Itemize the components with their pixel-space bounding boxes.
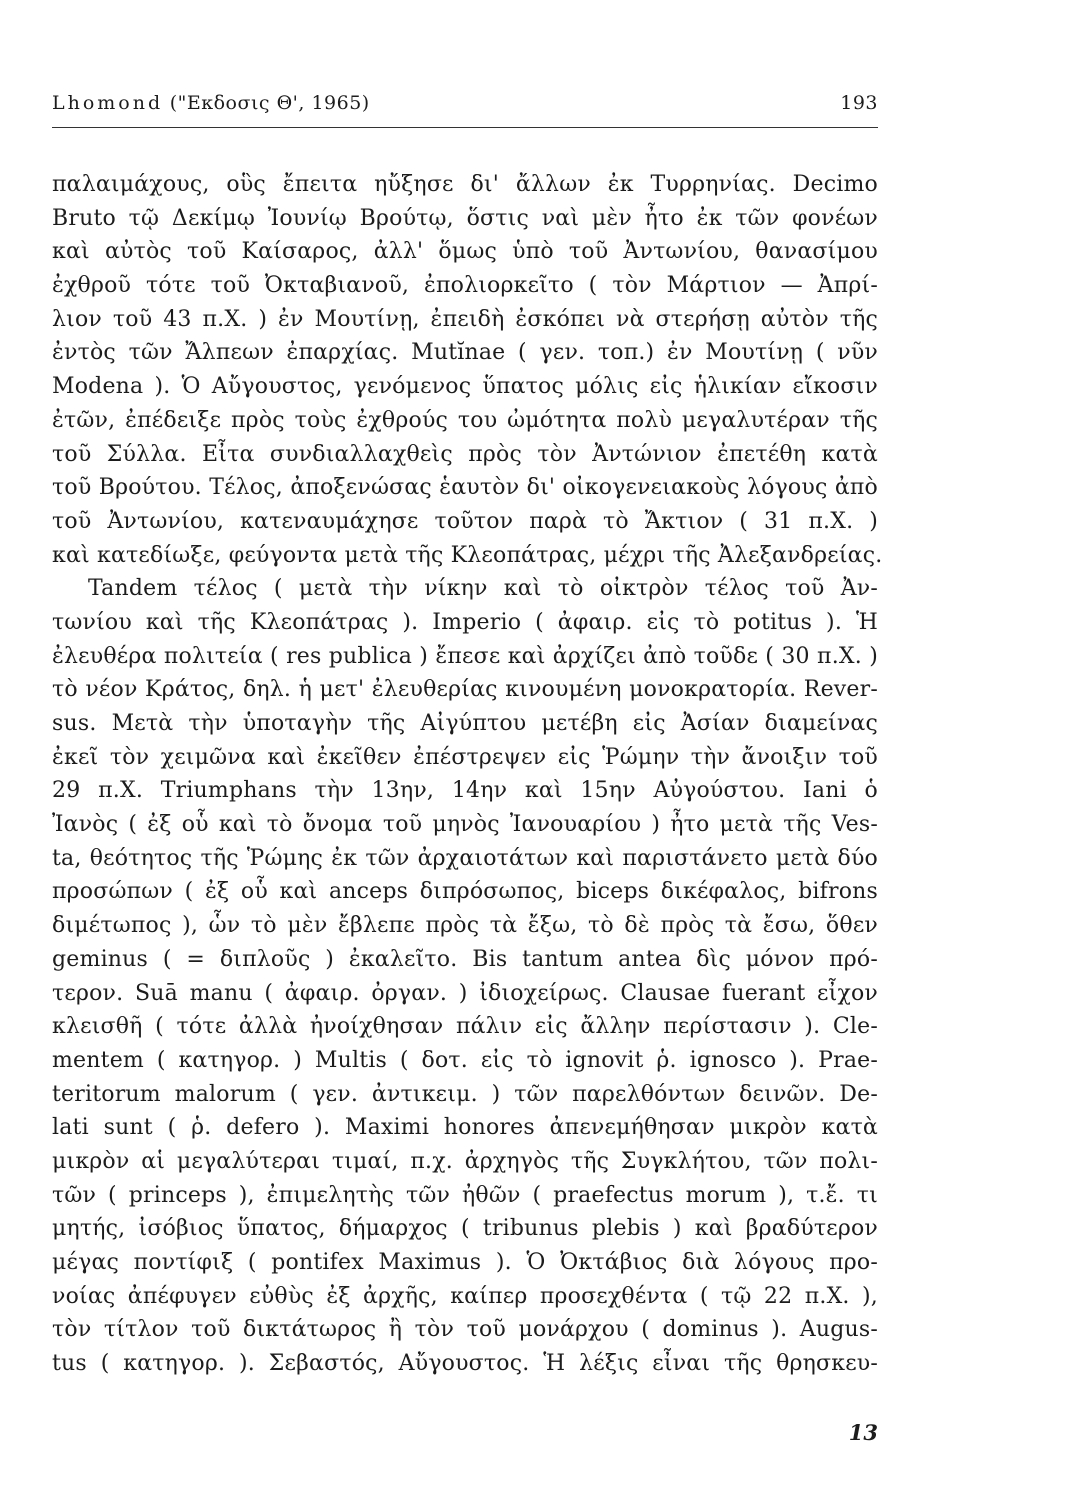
text-line: ta, θεότητος τῆς Ῥώμης ἐκ τῶν ἀρχαιοτάτων καὶ παριστάνετο μετὰ δύο [52,845,878,871]
text-line: 29 π.Χ. Triumphans τὴν 13ην, 14ην καὶ 15ην Αὐγούστου. Iani ὁ [52,778,878,804]
text-line: διμέτωπος ), ὧν τὸ μὲν ἔβλεπε πρὸς τὰ ἔξω, τὸ δὲ πρὸς τὰ ἔσω, ὅθεν [52,913,878,939]
text-line: τωνίου καὶ τῆς Κλεοπάτρας ). Imperio ( ἀφαιρ. εἰς τὸ potitus ). Ἡ [52,609,878,635]
text-line: μητής, ἰσόβιος ὕπατος, δήμαρχος ( tribunus plebis ) καὶ βραδύτερον [52,1216,878,1242]
text-line: sus. Μετὰ τὴν ὑποταγὴν τῆς Αἰγύπτου μετέβη εἰς Ἀσίαν διαμείνας [52,711,878,736]
text-line: ἐκεῖ τὸν χειμῶνα καὶ ἐκεῖθεν ἐπέστρεψεν εἰς Ῥώμην τὴν ἄνοιξιν τοῦ [52,744,878,770]
text-line: ἐχθροῦ τότε τοῦ Ὀκταβιανοῦ, ἐπολιορκεῖτο ( τὸν Μάρτιον — Ἀπρί- [52,273,878,299]
text-line: τερον. Suā manu ( ἀφαιρ. ὀργαν. ) ἰδιοχείρως. Clausae fuerant εἶχον [52,980,878,1006]
header-rule [52,127,878,128]
text-line: νοίας ἀπέφυγεν εὐθὺς ἐξ ἀρχῆς, καίπερ προσεχθέντα ( τῷ 22 π.Χ. ), [52,1283,878,1309]
text-line: παλαιμάχους, οὓς ἔπειτα ηὔξησε δι' ἄλλων ἐκ Τυρρηνίας. Decimo [52,172,878,197]
text-line: τῶν ( princeps ), ἐπιμελητὴς τῶν ἠθῶν ( praefectus morum ), τ.ἔ. τι [52,1182,878,1208]
text-line: τοῦ Ἀντωνίου, κατεναυμάχησε τοῦτον παρὰ τὸ Ἄκτιον ( 31 π.Χ. ) [52,508,878,534]
running-head-author: Lhomond [52,92,164,114]
text-line: τὸ νέον Κράτος, δηλ. ἡ μετ' ἐλευθερίας κινουμένη μονοκρατορία. Rever- [52,677,878,703]
book-page [52,0,883,1500]
text-line: teritorum malorum ( γεν. ἀντικειμ. ) τῶν παρελθόντων δεινῶν. De- [52,1081,878,1107]
text-line: τοῦ Σύλλα. Εἶτα συνδιαλλαχθεὶς πρὸς τὸν Ἀντώνιον ἐπετέθη κατὰ [52,441,878,467]
page-number: 193 [840,92,878,114]
text-line: τοῦ Βρούτου. Τέλος, ἀποξενώσας ἑαυτὸν δι' οἰκογενειακοὺς λόγους ἀπὸ [52,475,878,501]
text-line: geminus ( = διπλοῦς ) ἐκαλεῖτο. Bis tantum antea δὶς μόνον πρό- [52,946,878,972]
text-line: μικρὸν αἱ μεγαλύτεραι τιμαί, π.χ. ἀρχηγὸς τῆς Συγκλήτου, τῶν πολι- [52,1148,878,1174]
text-line: mentem ( κατηγορ. ) Multis ( δοτ. εἰς τὸ ignovit ῥ. ignosco ). Prae- [52,1047,878,1073]
text-line: κλεισθῆ ( τότε ἀλλὰ ἠνοίχθησαν πάλιν εἰς ἄλλην περίστασιν ). Cle- [52,1014,878,1040]
text-line: προσώπων ( ἐξ οὗ καὶ anceps διπρόσωπος, biceps δικέφαλος, bifrons [52,879,878,905]
text-line: lati sunt ( ῥ. defero ). Maximi honores ἀπενεμήθησαν μικρὸν κατὰ [52,1115,878,1141]
text-line: καὶ αὐτὸς τοῦ Καίσαρος, ἀλλ' ὅμως ὑπὸ τοῦ Ἀντωνίου, θανασίμου [52,239,878,265]
running-head-edition: ("Εκδοσις Θ', 1965) [169,92,370,114]
text-line: Ἰανὸς ( ἐξ οὗ καὶ τὸ ὄνομα τοῦ μηνὸς Ἰανουαρίου ) ἦτο μετὰ τῆς Ves- [52,812,878,838]
text-line: ἐλευθέρα πολιτεία ( res publica ) ἔπεσε καὶ ἀρχίζει ἀπὸ τοῦδε ( 30 π.Χ. ) [52,643,878,669]
signature-mark: 13 [848,1420,878,1445]
text-line: ἐντὸς τῶν Ἄλπεων ἐπαρχίας. Mutĭnae ( γεν. τοπ.) ἐν Μουτίνῃ ( νῦν [52,340,878,366]
text-line: tus ( κατηγορ. ). Σεβαστός, Αὔγουστος. Ἡ λέξις εἶναι τῆς θρησκευ- [52,1351,878,1377]
text-line: Tandem τέλος ( μετὰ τὴν νίκην καὶ τὸ οἰκτρὸν τέλος τοῦ Ἀν- [88,576,878,602]
running-head [52,92,878,122]
text-line: Bruto τῷ Δεκίμῳ Ἰουνίῳ Βρούτῳ, ὅστις ναὶ μὲν ἦτο ἐκ τῶν φονέων [52,205,878,231]
text-line: καὶ κατεδίωξε, φεύγοντα μετὰ τῆς Κλεοπάτρας, μέχρι τῆς Ἀλεξανδρείας. [52,542,883,568]
text-line: ἐτῶν, ἐπέδειξε πρὸς τοὺς ἐχθρούς του ὠμότητα πολὺ μεγαλυτέραν τῆς [52,407,878,433]
text-line: Modena ). Ὁ Αὔγουστος, γενόμενος ὕπατος μόλις εἰς ἡλικίαν εἴκοσιν [52,374,878,400]
text-line: λιον τοῦ 43 π.Χ. ) ἐν Μουτίνῃ, ἐπειδὴ ἐσκόπει νὰ στερήσῃ αὐτὸν τῆς [52,306,878,332]
text-line: τὸν τίτλον τοῦ δικτάτωρος ἢ τὸν τοῦ μονάρχου ( dominus ). Augus- [52,1317,878,1343]
text-line: μέγας ποντίφιξ ( pontifex Maximus ). Ὁ Ὀκτάβιος διὰ λόγους προ- [52,1250,878,1275]
body-text [52,168,883,1381]
